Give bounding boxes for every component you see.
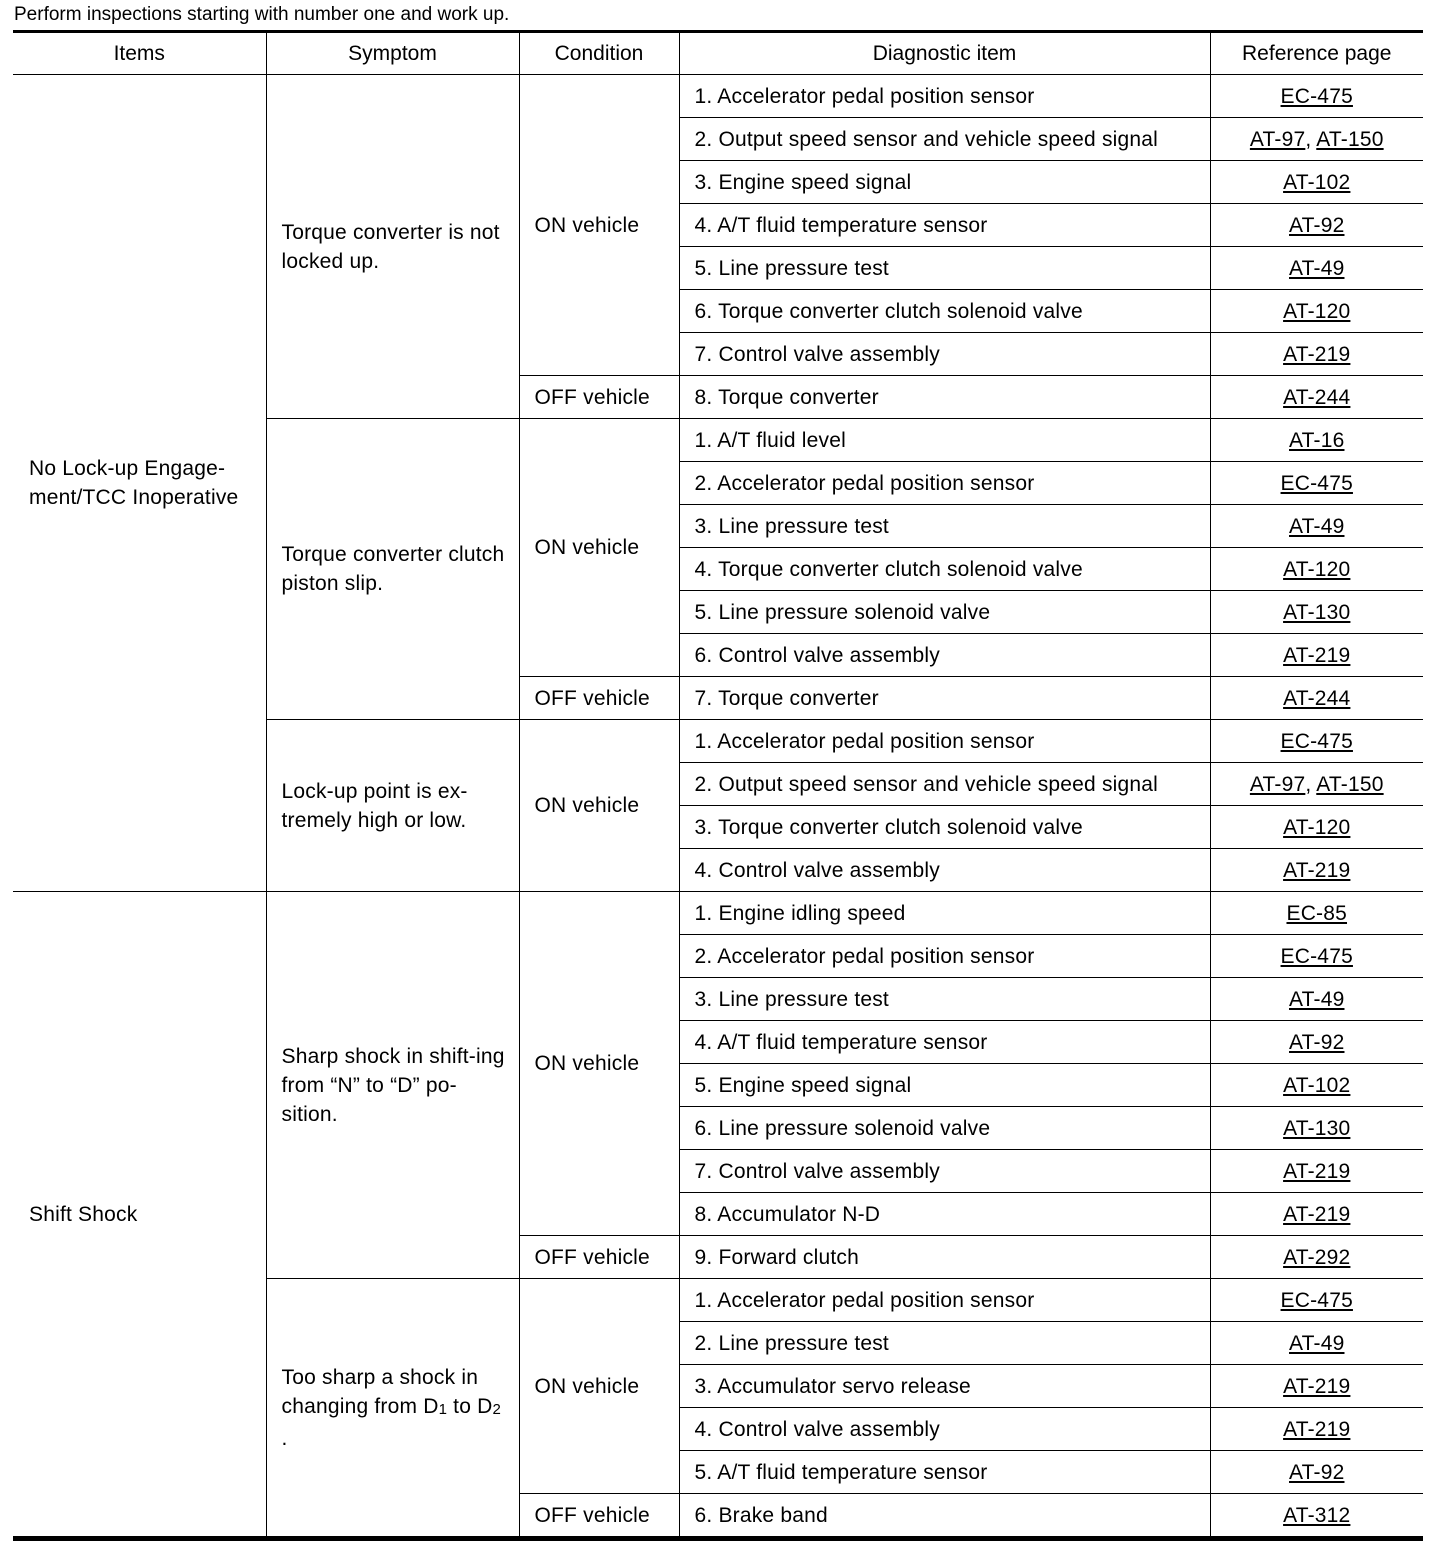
diagnostic-item-cell: 3. Engine speed signal — [679, 161, 1210, 204]
reference-link[interactable]: AT-120 — [1283, 815, 1351, 839]
symptom-cell: Sharp shock in shift-ing from “N” to “D” po-sition. — [266, 892, 519, 1279]
condition-cell: ON vehicle — [519, 419, 679, 677]
reference-page-cell — [1210, 419, 1423, 462]
reference-link[interactable]: AT-49 — [1289, 514, 1345, 538]
diagnostic-item-cell: 8. Accumulator N-D — [679, 1193, 1210, 1236]
reference-link[interactable]: AT-292 — [1283, 1245, 1351, 1269]
reference-link[interactable]: AT-219 — [1283, 643, 1351, 667]
diagnostic-item-cell: 3. Accumulator servo release — [679, 1365, 1210, 1408]
reference-page-cell — [1210, 1279, 1423, 1322]
condition-cell: ON vehicle — [519, 75, 679, 376]
table-body — [13, 75, 1423, 1539]
reference-page-cell — [1210, 849, 1423, 892]
reference-page-cell — [1210, 806, 1423, 849]
symptom-cell: Lock-up point is ex-tremely high or low. — [266, 720, 519, 892]
reference-link[interactable]: AT-49 — [1289, 256, 1345, 280]
reference-link[interactable]: AT-219 — [1283, 1202, 1351, 1226]
reference-page-cell — [1210, 892, 1423, 935]
symptom-text: . — [281, 1426, 288, 1450]
reference-link[interactable]: AT-219 — [1283, 1159, 1351, 1183]
diagnostic-item-cell: 5. Line pressure solenoid valve — [679, 591, 1210, 634]
diagnostic-item-cell: 5. A/T fluid temperature sensor — [679, 1451, 1210, 1494]
reference-link[interactable]: EC-475 — [1280, 944, 1353, 968]
reference-link[interactable]: AT-219 — [1283, 1417, 1351, 1441]
reference-link[interactable]: AT-244 — [1283, 385, 1351, 409]
reference-separator: , — [1305, 772, 1317, 796]
reference-link[interactable]: AT-150 — [1316, 127, 1384, 151]
diagnostic-item-cell: 4. Torque converter clutch solenoid valve — [679, 548, 1210, 591]
reference-separator: , — [1305, 127, 1317, 151]
reference-page-cell — [1210, 118, 1423, 161]
diagnostic-item-cell: 6. Line pressure solenoid valve — [679, 1107, 1210, 1150]
diagnostic-item-cell: 1. Engine idling speed — [679, 892, 1210, 935]
diagnostic-item-cell: 4. A/T fluid temperature sensor — [679, 1021, 1210, 1064]
reference-page-cell — [1210, 1150, 1423, 1193]
reference-link[interactable]: AT-130 — [1283, 600, 1351, 624]
reference-page-cell — [1210, 1193, 1423, 1236]
reference-link[interactable]: EC-475 — [1280, 471, 1353, 495]
symptom-text: Too sharp a shock in changing from D — [281, 1365, 479, 1418]
diagnostic-item-cell: 5. Line pressure test — [679, 247, 1210, 290]
diagnostic-item-cell: 2. Accelerator pedal position sensor — [679, 462, 1210, 505]
diagnostic-item-cell: 1. Accelerator pedal position sensor — [679, 1279, 1210, 1322]
reference-link[interactable]: AT-49 — [1289, 987, 1345, 1011]
reference-link[interactable]: AT-102 — [1283, 1073, 1351, 1097]
reference-page-cell — [1210, 1021, 1423, 1064]
header-row — [13, 32, 1423, 75]
reference-link[interactable]: AT-16 — [1289, 428, 1345, 452]
header-items: Items — [13, 32, 266, 75]
reference-page-cell — [1210, 1451, 1423, 1494]
reference-link[interactable]: AT-244 — [1283, 686, 1351, 710]
symptom-subscript: 1 — [438, 1400, 448, 1418]
reference-link[interactable]: AT-219 — [1283, 342, 1351, 366]
reference-link[interactable]: AT-130 — [1283, 1116, 1351, 1140]
reference-page-cell — [1210, 935, 1423, 978]
reference-link[interactable]: AT-49 — [1289, 1331, 1345, 1355]
reference-link[interactable]: AT-92 — [1289, 1030, 1345, 1054]
items-cell: Shift Shock — [13, 892, 266, 1539]
diagnostic-item-cell: 1. A/T fluid level — [679, 419, 1210, 462]
diagnostic-item-cell: 2. Output speed sensor and vehicle speed signal — [679, 763, 1210, 806]
reference-page-cell — [1210, 1236, 1423, 1279]
diagnostic-item-cell: 4. Control valve assembly — [679, 1408, 1210, 1451]
reference-page-cell — [1210, 763, 1423, 806]
diagnostic-item-cell: 8. Torque converter — [679, 376, 1210, 419]
reference-page-cell — [1210, 376, 1423, 419]
condition-cell: ON vehicle — [519, 1279, 679, 1494]
symptom-text: to D — [447, 1394, 493, 1418]
reference-link[interactable]: AT-150 — [1316, 772, 1384, 796]
diagnostic-item-cell: 2. Output speed sensor and vehicle speed signal — [679, 118, 1210, 161]
condition-cell: OFF vehicle — [519, 1236, 679, 1279]
reference-page-cell — [1210, 978, 1423, 1021]
reference-page-cell — [1210, 290, 1423, 333]
reference-page-cell — [1210, 1064, 1423, 1107]
diagnostic-item-cell: 1. Accelerator pedal position sensor — [679, 75, 1210, 118]
reference-page-cell — [1210, 1365, 1423, 1408]
reference-link[interactable]: AT-97 — [1249, 772, 1306, 796]
reference-page-cell — [1210, 333, 1423, 376]
diagnostic-item-cell: 4. A/T fluid temperature sensor — [679, 204, 1210, 247]
reference-link[interactable]: AT-219 — [1283, 1374, 1351, 1398]
reference-page-cell — [1210, 548, 1423, 591]
diagnostic-item-cell: 7. Torque converter — [679, 677, 1210, 720]
header-diagnostic-item: Diagnostic item — [679, 32, 1210, 75]
items-cell: No Lock-up Engage-ment/TCC Inoperative — [13, 75, 266, 892]
intro-note: Perform inspections starting with number one and work up. — [14, 4, 510, 25]
reference-page-cell — [1210, 677, 1423, 720]
reference-page-cell — [1210, 161, 1423, 204]
diagnostic-item-cell: 7. Control valve assembly — [679, 1150, 1210, 1193]
reference-page-cell — [1210, 75, 1423, 118]
reference-page-cell — [1210, 1322, 1423, 1365]
diagnostic-item-cell: 2. Line pressure test — [679, 1322, 1210, 1365]
reference-link[interactable]: EC-475 — [1280, 84, 1353, 108]
symptom-cell — [266, 1279, 519, 1539]
header-reference-page: Reference page — [1210, 32, 1423, 75]
diagnostic-item-cell: 9. Forward clutch — [679, 1236, 1210, 1279]
reference-link[interactable]: AT-92 — [1289, 213, 1345, 237]
condition-cell: ON vehicle — [519, 720, 679, 892]
table-row — [13, 892, 1423, 935]
reference-page-cell — [1210, 462, 1423, 505]
reference-link[interactable]: AT-120 — [1283, 299, 1351, 323]
reference-link[interactable]: AT-97 — [1249, 127, 1306, 151]
table-row — [13, 75, 1423, 118]
reference-link[interactable]: AT-102 — [1283, 170, 1351, 194]
diagnostic-item-cell: 7. Control valve assembly — [679, 333, 1210, 376]
reference-page-cell — [1210, 720, 1423, 763]
diagnostic-item-cell: 6. Torque converter clutch solenoid valve — [679, 290, 1210, 333]
diagnostic-item-cell: 5. Engine speed signal — [679, 1064, 1210, 1107]
condition-cell: OFF vehicle — [519, 376, 679, 419]
reference-link[interactable]: AT-219 — [1283, 858, 1351, 882]
diagnostic-item-cell: 4. Control valve assembly — [679, 849, 1210, 892]
condition-cell: OFF vehicle — [519, 1494, 679, 1539]
diagnostic-item-cell: 6. Brake band — [679, 1494, 1210, 1539]
reference-page-cell — [1210, 634, 1423, 677]
diagnostic-item-cell: 3. Line pressure test — [679, 505, 1210, 548]
reference-page-cell — [1210, 1494, 1423, 1539]
reference-page-cell — [1210, 247, 1423, 290]
reference-link[interactable]: EC-475 — [1280, 729, 1353, 753]
condition-cell: OFF vehicle — [519, 677, 679, 720]
reference-link[interactable]: AT-312 — [1283, 1503, 1351, 1527]
diagnostic-item-cell: 3. Torque converter clutch solenoid valve — [679, 806, 1210, 849]
symptom-subscript: 2 — [492, 1400, 502, 1418]
reference-link[interactable]: AT-92 — [1289, 1460, 1345, 1484]
diagnostic-item-cell: 3. Line pressure test — [679, 978, 1210, 1021]
symptom-cell: Torque converter is not locked up. — [266, 75, 519, 419]
reference-page-cell — [1210, 1408, 1423, 1451]
header-condition: Condition — [519, 32, 679, 75]
reference-page-cell — [1210, 505, 1423, 548]
reference-page-cell — [1210, 204, 1423, 247]
diagnostic-item-cell: 1. Accelerator pedal position sensor — [679, 720, 1210, 763]
header-symptom: Symptom — [266, 32, 519, 75]
symptom-cell: Torque converter clutch piston slip. — [266, 419, 519, 720]
condition-cell: ON vehicle — [519, 892, 679, 1236]
diagnostic-item-cell: 2. Accelerator pedal position sensor — [679, 935, 1210, 978]
reference-link[interactable]: EC-475 — [1280, 1288, 1353, 1312]
diagnostic-table — [13, 30, 1423, 1541]
reference-page-cell — [1210, 1107, 1423, 1150]
reference-link[interactable]: EC-85 — [1286, 901, 1348, 925]
reference-link[interactable]: AT-120 — [1283, 557, 1351, 581]
reference-page-cell — [1210, 591, 1423, 634]
diagnostic-item-cell: 6. Control valve assembly — [679, 634, 1210, 677]
